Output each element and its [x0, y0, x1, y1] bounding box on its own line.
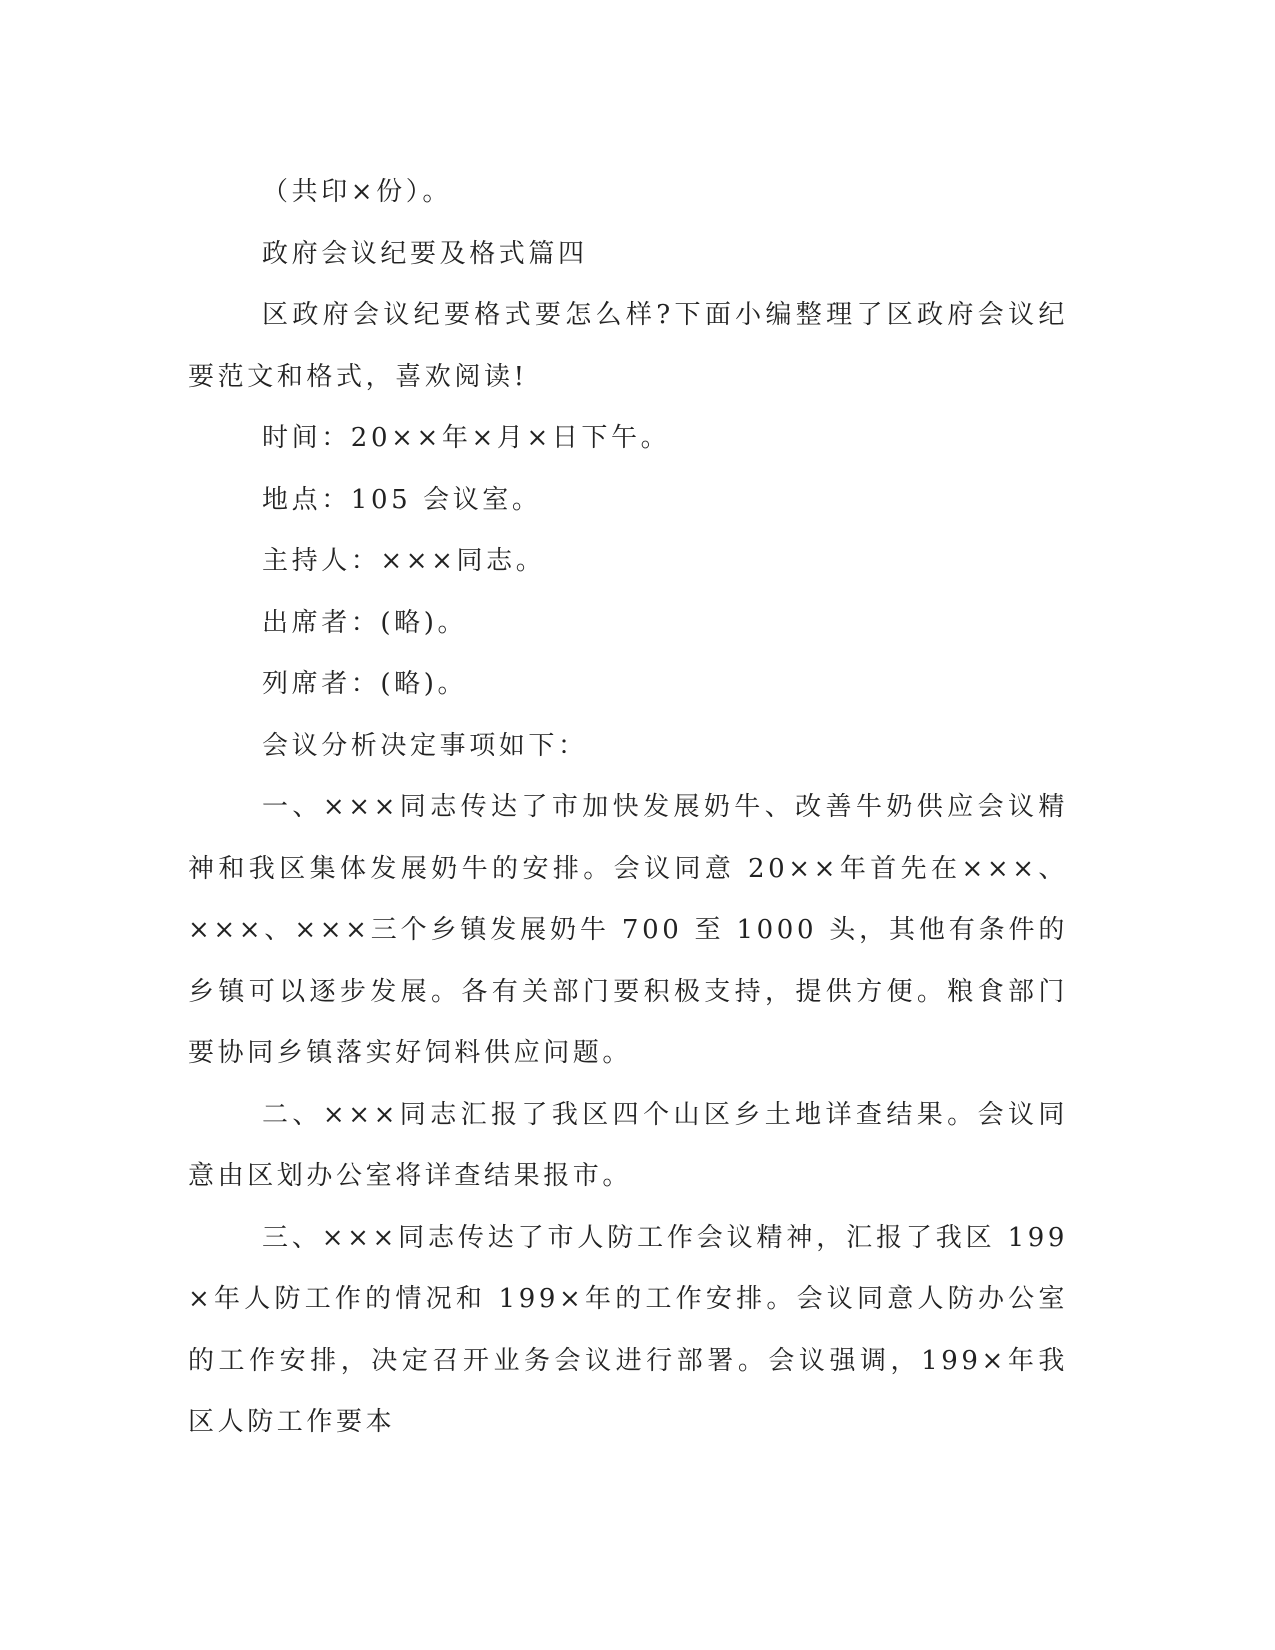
meeting-observers: 列席者：(略)。 [262, 669, 468, 699]
meeting-time: 时间：20××年×月×日下午。 [262, 423, 671, 453]
copies-note: （共印×份）。 [262, 177, 452, 207]
meeting-host: 主持人：×××同志。 [262, 546, 546, 576]
decisions-heading: 会议分析决定事项如下： [262, 730, 588, 761]
section-title: 政府会议纪要及格式篇四 [262, 238, 588, 269]
intro-paragraph: 区政府会议纪要格式要怎么样?下面小编整理了区政府会议纪要范文和格式，喜欢阅读! [188, 300, 1068, 392]
meeting-attendees: 出席者：(略)。 [262, 607, 468, 638]
document-body [188, 162, 1068, 1454]
decision-item-1: 一、×××同志传达了市加快发展奶牛、改善牛奶供应会议精神和我区集体发展奶牛的安排。会议同意 20××年首先在×××、×××、×××三个乡镇发展奶牛 700 至 1000 头，其他有条件的乡镇可以逐步发展。各有关部门要积极支持，提供方便。粮食部门要协同乡镇落实好饲料供应问题。 [188, 792, 1068, 1068]
meeting-location: 地点：105 会议室。 [262, 484, 542, 515]
decision-item-3: 三、×××同志传达了市人防工作会议精神，汇报了我区 199×年人防工作的情况和 199×年的工作安排。会议同意人防办公室的工作安排，决定召开业务会议进行部署。会议强调，199×年我区人防工作要本 [188, 1222, 1068, 1437]
decision-item-2: 二、×××同志汇报了我区四个山区乡土地详查结果。会议同意由区划办公室将详查结果报市。 [188, 1099, 1068, 1191]
